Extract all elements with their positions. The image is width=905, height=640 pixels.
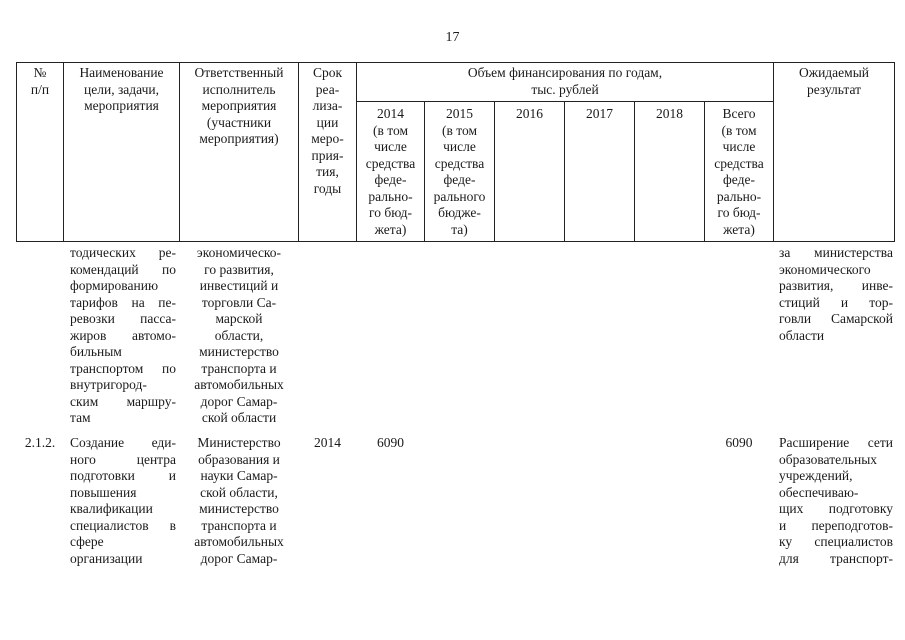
header-executor: Ответственный исполнитель мероприятия (участники мероприятия) bbox=[194, 65, 284, 146]
header-num: № п/п bbox=[30, 65, 50, 97]
table-top-border bbox=[16, 62, 894, 63]
row2-executor: Министерство образования и науки Самар- ской области, министерство транспорта и автомобильных дорог Самар- bbox=[194, 435, 284, 566]
table-right-border bbox=[894, 62, 895, 242]
header-result: Ожидаемый результат bbox=[799, 65, 869, 97]
header-total: Всего (в том числе средства феде- рально- го бюд- жета) bbox=[714, 106, 764, 237]
header-year-2017: 2017 bbox=[586, 106, 613, 121]
header-year-2018: 2018 bbox=[656, 106, 683, 121]
header-name: Наименование цели, задачи, мероприятия bbox=[79, 65, 164, 113]
row1-executor: экономическо- го развития, инвестиций и торговли Са- марской области, министерство транспорта и автомобильных дорог Самар- ской области bbox=[194, 245, 284, 425]
row2-period: 2014 bbox=[314, 435, 341, 450]
row2-total: 6090 bbox=[725, 435, 753, 450]
header-funding: Объем финансирования по годам, тыс. рублей bbox=[467, 65, 663, 97]
header-year-2016: 2016 bbox=[516, 106, 543, 121]
header-year-2014: 2014 (в том числе средства феде- рально- го бюд- жета) bbox=[365, 106, 416, 237]
header-period: Срок реа- лиза- ции меро- прия- тия, годы bbox=[311, 65, 344, 196]
row1-name: тодических ре- комендаций по формированию тарифов на пе- ревозки пасса- жиров автомо- бильным транспортом по внутригород- ским маршру- там bbox=[70, 245, 176, 425]
row2-num: 2.1.2. bbox=[24, 435, 56, 450]
header-year-2015: 2015 (в том числе средства феде- рального бюдже- та) bbox=[433, 106, 486, 237]
row2-year-2014: 6090 bbox=[377, 435, 404, 450]
row2-name: Создание еди- ного центра подготовки и повышения квалификации специалистов в сфере организации bbox=[70, 435, 176, 566]
page-number: 17 bbox=[445, 30, 460, 45]
funding-subheader-border bbox=[356, 101, 773, 102]
row1-result: за министерства экономического развития, инве- стиций и тор- говли Самарской области bbox=[779, 245, 893, 343]
header-bottom-border bbox=[16, 241, 894, 242]
row2-result: Расширение сети образовательных учреждений, обеспечиваю- щих подготовку и переподготов- ку специалистов для транспорт- bbox=[779, 435, 893, 566]
